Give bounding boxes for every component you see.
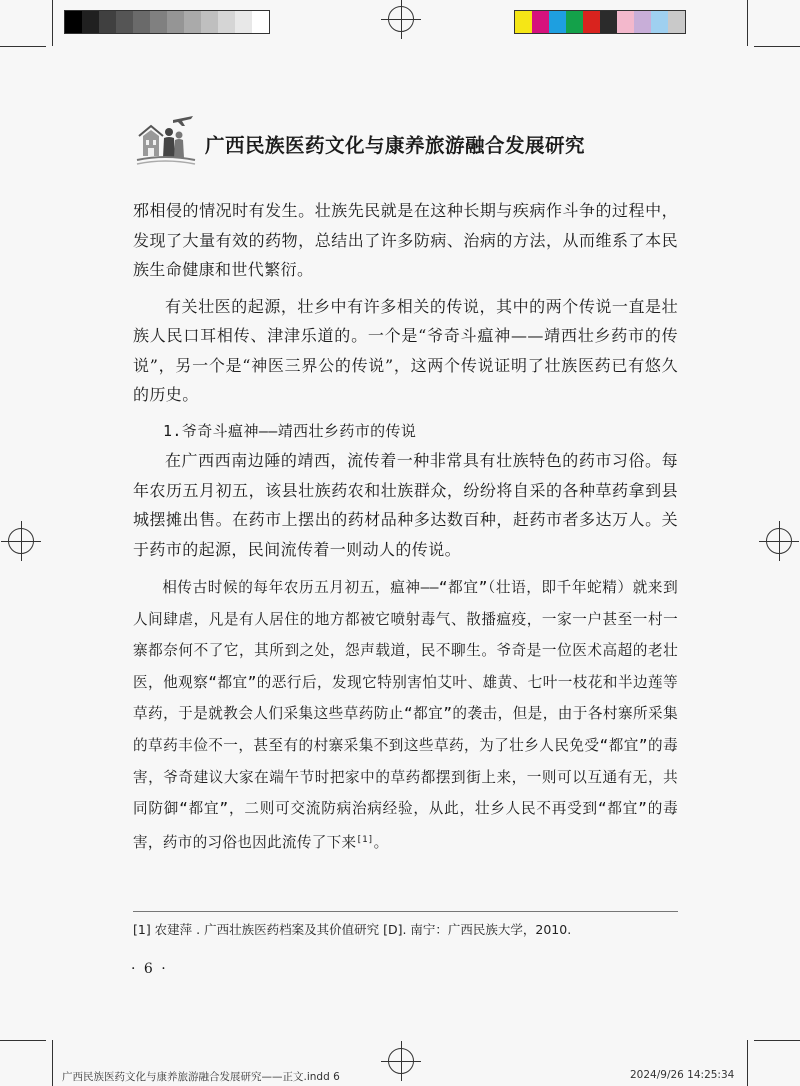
- gray-swatch: [167, 11, 184, 33]
- crop-mark: [747, 0, 748, 46]
- crop-mark: [754, 1040, 800, 1041]
- footnote-reference[interactable]: [1]: [356, 834, 374, 845]
- footnote-divider: [133, 911, 678, 912]
- color-swatch: [549, 11, 566, 33]
- color-swatch: [583, 11, 600, 33]
- gray-swatch: [82, 11, 99, 33]
- paragraph: 邪相侵的情况时有发生。壮族先民就是在这种长期与疾病作斗争的过程中，发现了大量有效的药物，总结出了许多防病、治病的方法，从而维系了本民族生命健康和世代繁衍。: [133, 201, 678, 279]
- process-color-bar: [514, 10, 686, 34]
- slug-file-name: 广西民族医药文化与康养旅游融合发展研究——正文.indd 6: [62, 1071, 340, 1083]
- running-header: [135, 112, 675, 168]
- page-number: · 6 ·: [131, 961, 168, 977]
- section-heading: 1.爷奇斗瘟神——靖西壮乡药市的传说: [163, 421, 417, 440]
- crop-mark: [747, 1040, 748, 1086]
- slug-timestamp: 2024/9/26 14:25:34: [630, 1069, 735, 1081]
- gray-swatch: [116, 11, 133, 33]
- crop-mark: [0, 1040, 46, 1041]
- crop-mark: [0, 46, 46, 47]
- paragraph: 有关壮医的起源，壮乡中有许多相关的传说，其中的两个传说一直是壮族人民口耳相传、津津乐道的。一个是“爷奇斗瘟神——靖西壮乡药市的传说”，另一个是“神医三界公的传说”，这两个传说证明了壮族医药已有悠久的历史。: [133, 296, 678, 404]
- footnote: [1] 农建萍 . 广西壮族医药档案及其价值研究 [D]. 南宁：广西民族大学，2010.: [133, 922, 572, 937]
- crop-mark: [754, 46, 800, 47]
- color-swatch: [600, 11, 617, 33]
- gray-swatch: [201, 11, 218, 33]
- gray-swatch: [184, 11, 201, 33]
- color-swatch: [617, 11, 634, 33]
- color-swatch: [532, 11, 549, 33]
- gray-swatch: [99, 11, 116, 33]
- color-swatch: [634, 11, 651, 33]
- color-swatch: [515, 11, 532, 33]
- running-header-title: 广西民族医药文化与康养旅游融合发展研究: [205, 134, 586, 157]
- gray-swatch: [218, 11, 235, 33]
- gray-swatch: [150, 11, 167, 33]
- gray-swatch: [133, 11, 150, 33]
- gray-swatch: [235, 11, 252, 33]
- travel-health-illustration-icon: [135, 112, 197, 166]
- gray-swatch: [252, 11, 269, 33]
- registration-mark-icon: [388, 1048, 414, 1074]
- legend-paragraph: 相传古时候的每年农历五月初五，瘟神——“都宜”（壮语，即千年蛇精）就来到人间肆虐，凡是有人居住的地方都被它喷射毒气、散播瘟疫，一家一户甚至一村一寨都奈何不了它，其所到之处，怨声载道，民不聊生。爷奇是一位医术高超的老壮医，他观察“都宜”的恶行后，发现它特别害怕艾叶、雄黄、七叶一枝花和半边莲等草药，于是就教会人们采集这些草药防止“都宜”的袭击，但是，由于各村寨所采集的草药丰俭不一，甚至有的村寨采集不到这些草药，为了壮乡人民免受“都宜”的毒害，爷奇建议大家在端午节时把家中的草药都摆到街上来，一则可以互通有无，共同防御“都宜”，二则可交流防病治病经验，从此，壮乡人民不再受到“都宜”的毒害，药市的习俗也因此流传了下来[1]。: [133, 579, 678, 851]
- color-swatch: [566, 11, 583, 33]
- paragraph: 在广西西南边陲的靖西，流传着一种非常具有壮族特色的药市习俗。每年农历五月初五，该县壮族药农和壮族群众，纷纷将自采的各种草药拿到县城摆摊出售。在药市上摆出的药材品种多达数百种，赶药市者多达万人。关于药市的起源，民间流传着一则动人的传说。: [133, 451, 678, 559]
- color-swatch: [668, 11, 685, 33]
- registration-mark-icon: [766, 528, 792, 554]
- registration-mark-icon: [388, 6, 414, 32]
- grayscale-color-bar: [64, 10, 270, 34]
- gray-swatch: [65, 11, 82, 33]
- crop-mark: [52, 0, 53, 46]
- legend-text: 相传古时候的每年农历五月初五，瘟神——“都宜”（壮语，即千年蛇精）就来到人间肆虐，凡是有人居住的地方都被它喷射毒气、散播瘟疫，一家一户甚至一村一寨都奈何不了它，其所到之处，怨声载道，民不聊生。爷奇是一位医术高超的老壮医，他观察“都宜”的恶行后，发现它特别害怕艾叶、雄黄、七叶一枝花和半边莲等草药，于是就教会人们采集这些草药防止“都宜”的袭击，但是，由于各村寨所采集的草药丰俭不一，甚至有的村寨采集不到这些草药，为了壮乡人民免受“都宜”的毒害，爷奇建议大家在端午节时把家中的草药都摆到街上来，一则可以互通有无，共同防御“都宜”，二则可交流防病治病经验，从此，壮乡人民不再受到“都宜”的毒害，药市的习俗也因此流传了下来: [133, 579, 678, 851]
- crop-mark: [52, 1040, 53, 1086]
- color-swatch: [651, 11, 668, 33]
- registration-mark-icon: [8, 528, 34, 554]
- body-text: [133, 196, 678, 858]
